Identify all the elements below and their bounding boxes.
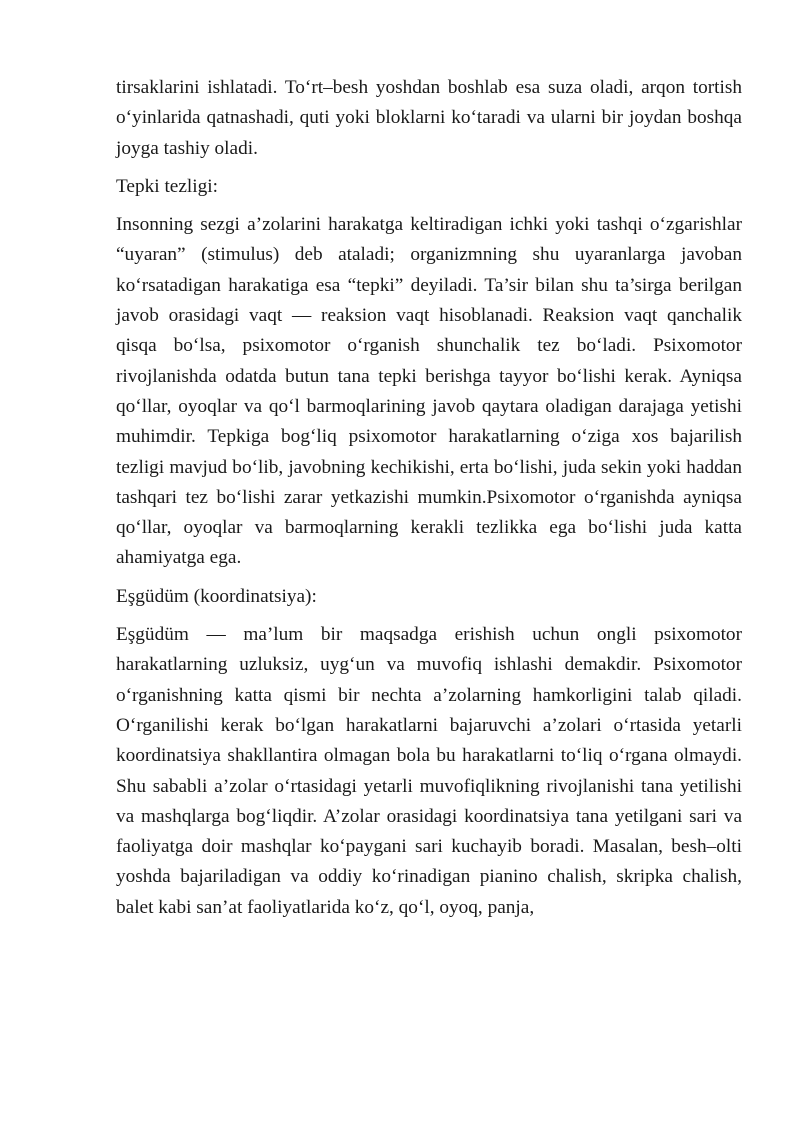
paragraph-reaction-speed: Insonning sezgi a’zolarini harakatga keltiradigan ichki yoki tashqi o‘zgarishlar “uyaran” (stimulus) deb ataladi; organizmning shu uyaranlarga javoban ko‘rsatadigan harakatiga esa “tepki” deyiladi. Ta’sir bilan shu ta’sirga berilgan javob orasidagi vaqt — reaksion vaqt hisoblanadi. Reaksion vaqt qanchalik qisqa bo‘lsa, psixomotor o‘rganish shunchalik tez bo‘ladi. Psixomotor rivojlanishda odatda butun tana tepki berishga tayyor bo‘lishi kerak. Ayniqsa qo‘llar, oyoqlar va qo‘l barmoqlarining javob qaytara oladigan darajaga yetishi muhimdir. Tepkiga bog‘liq psixomotor harakatlarning o‘ziga xos bajarilish tezligi mavjud bo‘lib, javobning kechikishi, erta bo‘lishi, juda sekin yoki haddan tashqari tez bo‘lishi zarar yetkazishi mumkin.Psixomotor o‘rganishda ayniqsa qo‘llar, oyoqlar va barmoqlarning kerakli tezlikka ega bo‘lishi juda katta ahamiyatga ega. <box>116 214 742 569</box>
section-heading-reaction-speed: Tepki tezligi: <box>116 175 218 197</box>
section-heading-coordination: Eşgüdüm (koordinatsiya): <box>116 585 317 607</box>
paragraph-continuation: tirsaklarini ishlatadi. To‘rt–besh yoshdan boshlab esa suza oladi, arqon tortish o‘yinlarida qatnashadi, quti yoki bloklarni ko‘taradi va ularni bir joydan boshqa joyga tashiy oladi. <box>116 77 742 159</box>
paragraph-coordination: Eşgüdüm — ma’lum bir maqsadga erishish uchun ongli psixomotor harakatlarning uzluksiz, uyg‘un va muvofiq ishlashi demakdir. Psixomotor o‘rganishning katta qismi bir nechta a’zolarning hamkorligini talab qiladi. O‘rganilishi kerak bo‘lgan harakatlarni bajaruvchi a’zolari o‘rtasida yetarli koordinatsiya shakllantira olmagan bola bu harakatlarni to‘liq o‘rgana olmaydi. Shu sababli a’zolar o‘rtasidagi yetarli muvofiqlikning rivojlanishi tana yetilishi va mashqlarga bog‘liqdir. A’zolar orasidagi koordinatsiya tana yetilgani sari va faoliyatga doir mashqlar ko‘paygani sari kuchayib boradi. Masalan, besh–olti yoshda bajariladigan va oddiy ko‘rinadigan pianino chalish, skripka chalish, balet kabi san’at faoliyatlarida ko‘z, qo‘l, oyoq, panja, <box>116 624 742 918</box>
document-page <box>116 73 742 931</box>
